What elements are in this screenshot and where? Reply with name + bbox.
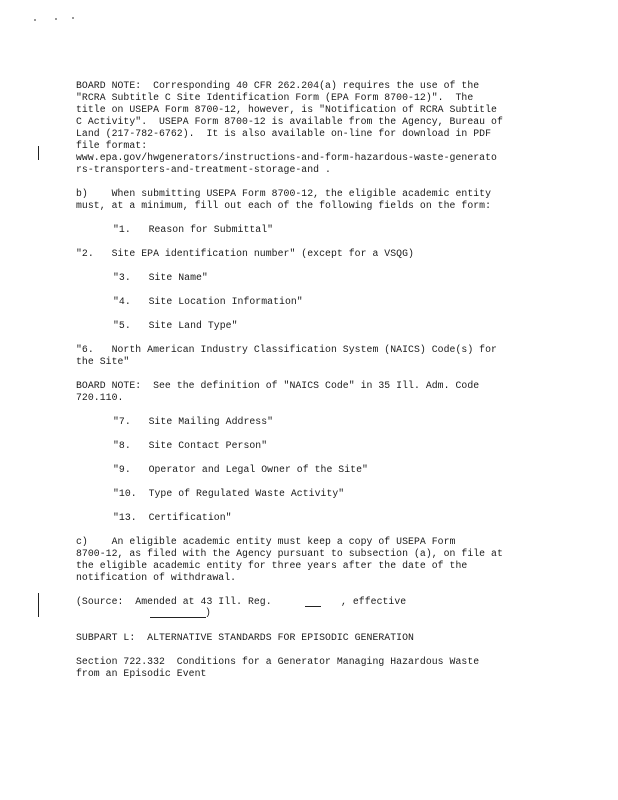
field-item-6: "6. North American Industry Classification System (NAICS) Code(s) for (76, 344, 497, 355)
field-item-4: "4. Site Location Information" (113, 296, 303, 307)
text-line: BOARD NOTE: See the definition of "NAICS Code" in 35 Ill. Adm. Code (76, 380, 480, 391)
text-line: "RCRA Subtitle C Site Identification Form (EPA Form 8700-12)". The (76, 92, 474, 103)
source-close: ) (205, 607, 211, 618)
source-suffix: , effective (341, 596, 407, 607)
scan-speck (72, 17, 74, 19)
text-line: must, at a minimum, fill out each of the following fields on the form: (76, 200, 492, 211)
field-item-5: "5. Site Land Type" (113, 320, 238, 331)
text-line: BOARD NOTE: Corresponding 40 CFR 262.204(a) requires the use of the (76, 80, 480, 91)
text-line: Land (217-782-6762). It is also available on-line for download in PDF (76, 128, 492, 139)
field-item-1: "1. Reason for Submittal" (113, 224, 274, 235)
field-item-3: "3. Site Name" (113, 272, 208, 283)
subpart-heading: SUBPART L: ALTERNATIVE STANDARDS FOR EPISODIC GENERATION (76, 632, 414, 643)
revision-bar (38, 593, 39, 617)
scan-speck (55, 18, 57, 20)
field-item-10: "10. Type of Regulated Waste Activity" (113, 488, 345, 499)
text-line: 720.110. (76, 392, 124, 403)
field-item-7: "7. Site Mailing Address" (113, 416, 274, 427)
field-item-2: "2. Site EPA identification number" (except for a VSQG) (76, 248, 414, 259)
source-prefix: (Source: Amended at 43 Ill. Reg. (76, 596, 272, 607)
text-line: b) When submitting USEPA Form 8700-12, the eligible academic entity (76, 188, 492, 199)
field-item-13: "13. Certification" (113, 512, 232, 523)
text-line: C Activity". USEPA Form 8700-12 is available from the Agency, Bureau of (76, 116, 503, 127)
text-line: title on USEPA Form 8700-12, however, is "Notification of RCRA Subtitle (76, 104, 497, 115)
text-line: 8700-12, as filed with the Agency pursuant to subsection (a), on file at (76, 548, 503, 559)
url-line: rs-transporters-and-treatment-storage-and . (76, 164, 331, 175)
blank-line (150, 617, 206, 618)
blank-line (305, 606, 321, 607)
scan-speck (34, 19, 36, 21)
text-line: the eligible academic entity for three years after the date of the (76, 560, 468, 571)
text-line: c) An eligible academic entity must keep a copy of USEPA Form (76, 536, 456, 547)
revision-bar (38, 146, 39, 160)
text-line: notification of withdrawal. (76, 572, 237, 583)
text-line: file format: (76, 140, 148, 151)
field-item-6-cont: the Site" (76, 356, 130, 367)
field-item-8: "8. Site Contact Person" (113, 440, 268, 451)
text-line: from an Episodic Event (76, 668, 207, 679)
field-item-9: "9. Operator and Legal Owner of the Site" (113, 464, 368, 475)
text-line: Section 722.332 Conditions for a Generator Managing Hazardous Waste (76, 656, 480, 667)
url-line: www.epa.gov/hwgenerators/instructions-and-form-hazardous-waste-generato (76, 152, 497, 163)
